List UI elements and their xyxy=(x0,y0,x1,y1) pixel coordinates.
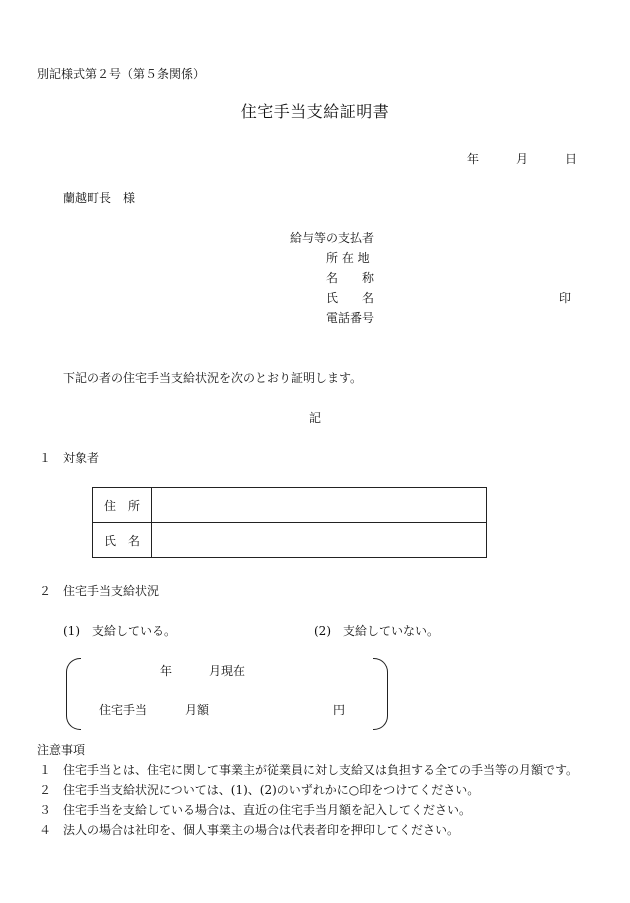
payer-name-label: 名 称 xyxy=(326,271,375,285)
allowance-label: 住宅手当 xyxy=(99,703,148,717)
note-item: ４ 法人の場合は社印を、個人事業主の場合は代表者印を押印してください。 xyxy=(39,823,460,837)
payer-heading: 給与等の支払者 xyxy=(290,231,375,245)
note-item: １ 住宅手当とは、住宅に関して事業主が従業員に対し支給又は負担する全ての手当等の月額です。 xyxy=(39,763,579,777)
section2-heading: ２ 住宅手当支給状況 xyxy=(39,584,160,598)
table-row xyxy=(93,523,487,558)
name-field[interactable] xyxy=(152,523,487,558)
address-label: 住 所 xyxy=(93,488,152,523)
option-paid[interactable]: (1) 支給している。 xyxy=(63,624,176,638)
note-item: ３ 住宅手当を支給している場合は、直近の住宅手当月額を記入してください。 xyxy=(39,803,472,817)
address-field[interactable] xyxy=(152,488,487,523)
addressee: 蘭越町長 様 xyxy=(63,191,136,205)
as-of-month: 月現在 xyxy=(209,664,246,678)
section1-heading: １ 対象者 xyxy=(39,451,100,465)
date-year: 年 xyxy=(467,152,480,166)
option-not-paid[interactable]: (2) 支給していない。 xyxy=(314,624,439,638)
monthly-label: 月額 xyxy=(185,703,210,717)
intro-text: 下記の者の住宅手当支給状況を次のとおり証明します。 xyxy=(63,371,363,385)
payer-address-label: 所 在 地 xyxy=(326,251,370,265)
table-row xyxy=(93,488,487,523)
date-day: 日 xyxy=(565,152,578,166)
note-item: ２ 住宅手当支給状況については、(1)、(2)のいずれかに○印をつけてください。 xyxy=(39,783,480,797)
subject-table xyxy=(92,487,487,558)
notes-heading: 注意事項 xyxy=(37,743,86,757)
ki-mark: 記 xyxy=(308,411,321,425)
seal-mark: 印 xyxy=(559,291,572,305)
yen-label: 円 xyxy=(333,703,346,717)
form-number: 別記様式第２号（第５条関係） xyxy=(37,67,206,81)
right-bracket xyxy=(373,658,388,730)
payer-person-label: 氏 名 xyxy=(326,291,375,305)
document-title: 住宅手当支給証明書 xyxy=(240,102,390,121)
payer-phone-label: 電話番号 xyxy=(326,311,375,325)
name-label: 氏 名 xyxy=(93,523,152,558)
date-month: 月 xyxy=(516,152,529,166)
as-of-year: 年 xyxy=(160,664,173,678)
left-bracket xyxy=(66,658,81,730)
